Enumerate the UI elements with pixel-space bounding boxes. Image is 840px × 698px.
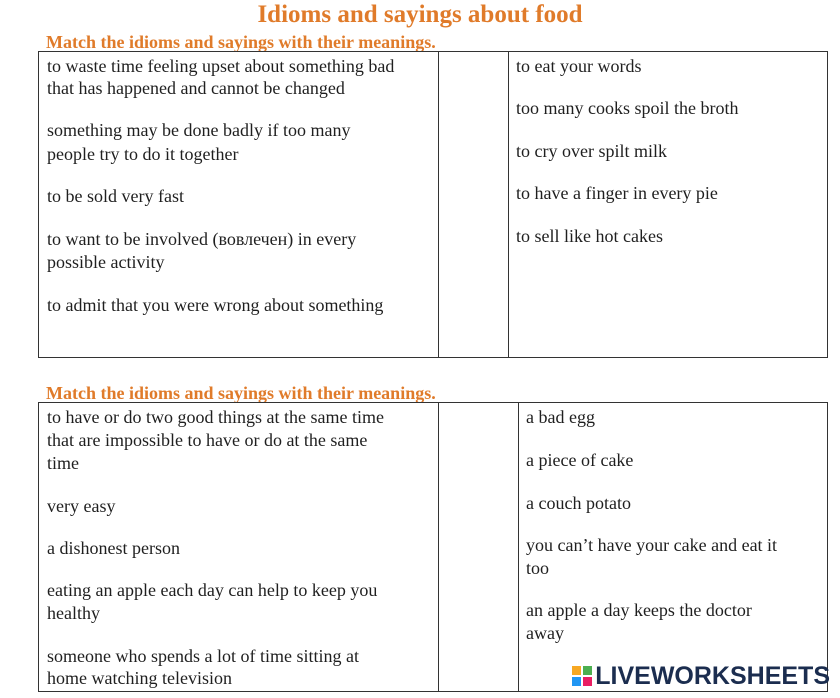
meaning-text: to waste time feeling upset about something bad (47, 56, 395, 76)
idiom-text: too (526, 558, 550, 578)
meaning-text: a dishonest person (47, 538, 180, 558)
idiom-text: you can’t have your cake and eat it (526, 535, 778, 555)
logo-square (572, 666, 581, 675)
meaning-text: to have or do two good things at the same time (47, 407, 384, 427)
meaning-text: to be sold very fast (47, 186, 184, 206)
logo-square (583, 677, 592, 686)
idiom-text: to cry over spilt milk (516, 141, 667, 161)
liveworksheets-logo[interactable] (572, 662, 830, 690)
meaning-text: eating an apple each day can help to keep you (47, 580, 378, 600)
meaning-text: home watching television (47, 668, 232, 688)
idiom-text: a bad egg (526, 407, 595, 427)
meaning-text: to want to be involved (вовлечен) in every (47, 229, 357, 249)
meaning-text: possible activity (47, 252, 165, 272)
idiom-text: a piece of cake (526, 450, 634, 470)
idiom-text: to eat your words (516, 56, 642, 76)
section2-instruction: Match the idioms and sayings with their meanings. (46, 383, 436, 403)
meaning-text: something may be done badly if too many (47, 120, 351, 140)
section1-table (38, 51, 828, 358)
meaning-text: time (47, 453, 79, 473)
logo-square (583, 666, 592, 675)
meaning-text: to admit that you were wrong about something (47, 295, 384, 315)
section2-table (38, 402, 828, 692)
idiom-text: away (526, 623, 564, 643)
logo-text: LIVEWORKSHEETS (595, 662, 830, 690)
idiom-text: to have a finger in every pie (516, 183, 718, 203)
meaning-text: someone who spends a lot of time sitting at (47, 646, 359, 666)
answer-column[interactable] (439, 52, 508, 357)
idiom-text: to sell like hot cakes (516, 226, 663, 246)
logo-mark-icon (572, 666, 592, 686)
idiom-text: a couch potato (526, 493, 631, 513)
table-divider (518, 403, 519, 691)
meaning-text: people try to do it together (47, 144, 239, 164)
idiom-text: an apple a day keeps the doctor (526, 600, 752, 620)
idiom-text: too many cooks spoil the broth (516, 98, 739, 118)
logo-square (572, 677, 581, 686)
meaning-text: that are impossible to have or do at the same (47, 430, 368, 450)
table-divider (508, 52, 509, 357)
worksheet-title: Idioms and sayings about food (257, 1, 583, 28)
meaning-text: healthy (47, 603, 100, 623)
meaning-text: that has happened and cannot be changed (47, 78, 345, 98)
section1-instruction: Match the idioms and sayings with their meanings. (46, 32, 436, 52)
answer-column[interactable] (439, 403, 518, 691)
meaning-text: very easy (47, 496, 116, 516)
